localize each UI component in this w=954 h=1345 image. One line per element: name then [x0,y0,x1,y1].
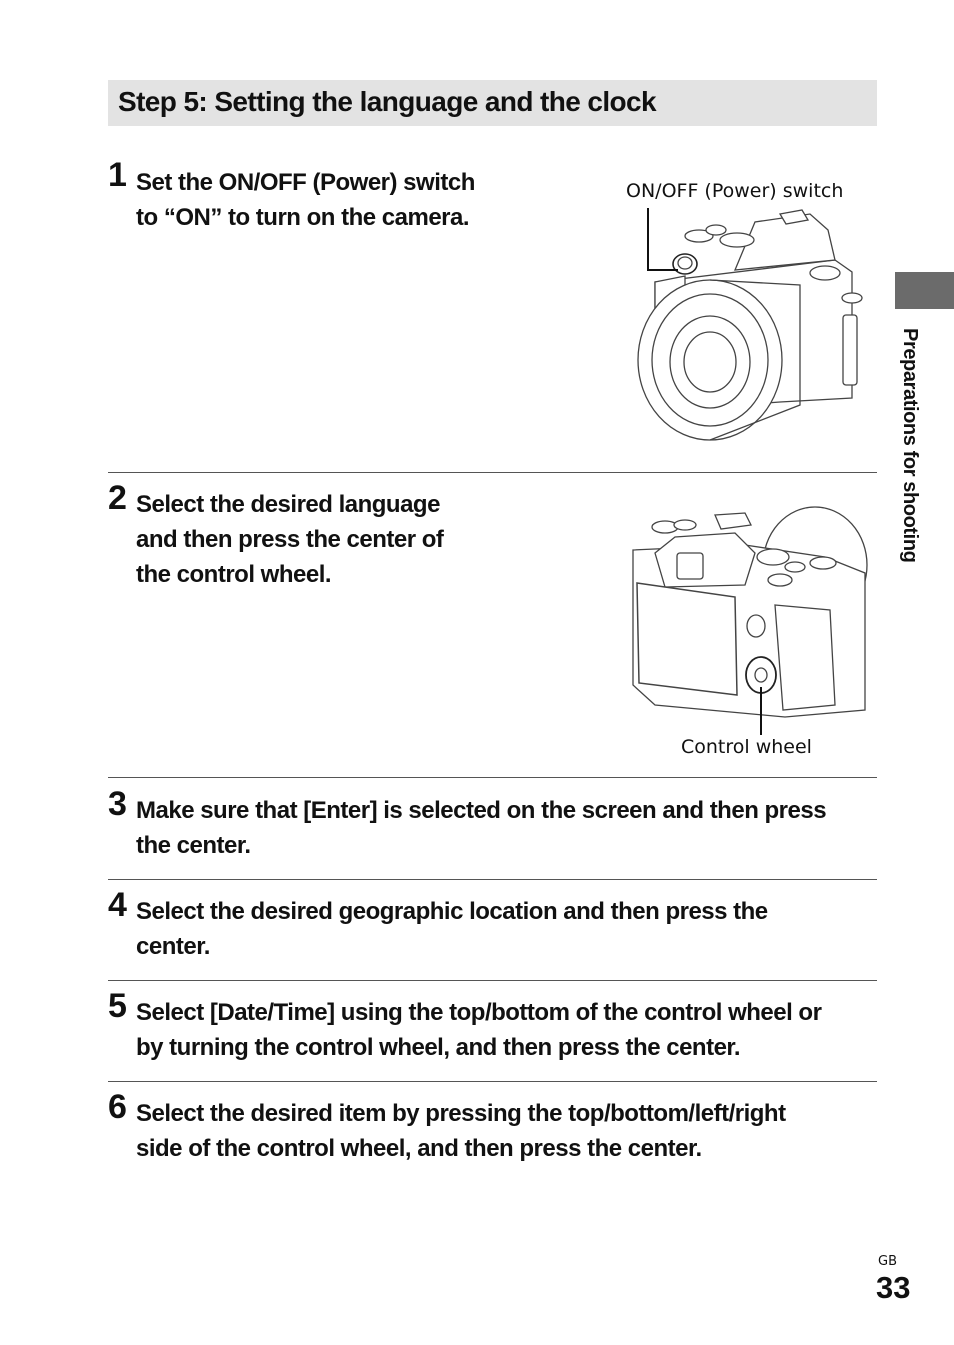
step-1-number: 1 [108,156,127,194]
step-6-line-2: side of the control wheel, and then press the center. [136,1135,702,1162]
step-1-text [136,165,475,235]
back-camera-illustration [625,505,875,735]
divider-4 [108,980,877,981]
divider-1 [108,472,877,473]
step-1-line-1: Set the ON/OFF (Power) switch [136,169,475,196]
step-6-text [136,1096,786,1166]
section-header [108,80,877,126]
region-code: GB [878,1254,897,1269]
step-3-text [136,793,826,863]
step-3-line-1: Make sure that [Enter] is selected on the screen and then press [136,797,827,824]
power-switch-callout: ON/OFF (Power) switch [626,180,844,202]
step-1-line-2: to “ON” to turn on the camera. [136,204,470,231]
step-3-line-2: the center. [136,832,251,859]
section-tab-marker [895,272,954,309]
step-4-line-1: Select the desired geographic location and then press the [136,898,768,925]
step-5-line-2: by turning the control wheel, and then press the center. [136,1034,741,1061]
step-4-line-2: center. [136,933,210,960]
divider-5 [108,1081,877,1082]
step-5-line-1: Select [Date/Time] using the top/bottom of the control wheel or [136,999,822,1026]
step-2-line-3: the control wheel. [136,561,332,588]
step-2-number: 2 [108,479,127,517]
step-5-number: 5 [108,987,127,1025]
front-camera-illustration [630,200,880,445]
step-6-number: 6 [108,1088,127,1126]
page-title: Step 5: Setting the language and the clock [118,86,656,117]
control-wheel-callout: Control wheel [681,736,812,758]
section-label: Preparations for shooting [899,328,921,563]
step-3-number: 3 [108,785,127,823]
page-number: 33 [876,1270,911,1305]
step-2-text [136,487,443,592]
step-4-number: 4 [108,886,127,924]
step-2-line-2: and then press the center of [136,526,444,553]
step-5-text [136,995,821,1065]
step-4-text [136,894,768,964]
divider-3 [108,879,877,880]
divider-2 [108,777,877,778]
step-2-line-1: Select the desired language [136,491,440,518]
step-6-line-1: Select the desired item by pressing the top/bottom/left/right [136,1100,786,1127]
